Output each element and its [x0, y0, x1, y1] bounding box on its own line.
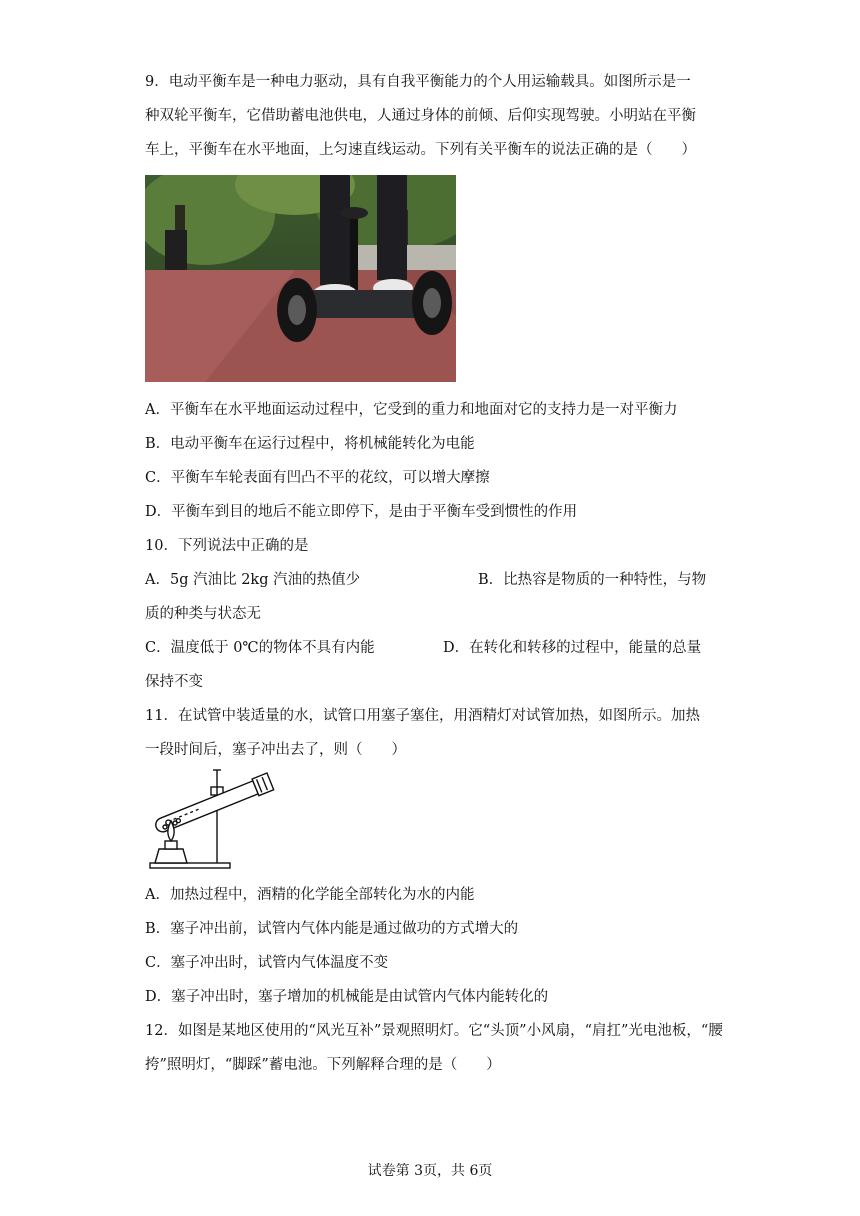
- q10-option-d: D．在转化和转移的过程中，能量的总量: [443, 640, 702, 656]
- q9-option-b: B．电动平衡车在运行过程中，将机械能转化为电能: [145, 436, 475, 452]
- q10-option-d-continued: 保持不变: [145, 674, 203, 690]
- q9-option-a: A．平衡车在水平地面运动过程中，它受到的重力和地面对它的支持力是一对平衡力: [145, 402, 678, 418]
- q11-option-b: B．塞子冲出前，试管内气体内能是通过做功的方式增大的: [145, 921, 519, 937]
- q9-stem-line-1: 9．电动平衡车是一种电力驱动，具有自我平衡能力的个人用运输载具。如图所示是一: [145, 74, 691, 90]
- q11-stem-line-1: 11．在试管中装适量的水，试管口用塞子塞住，用酒精灯对试管加热，如图所示。加热: [145, 708, 700, 724]
- q9-option-c: C．平衡车车轮表面有凹凸不平的花纹，可以增大摩擦: [145, 470, 490, 486]
- q9-stem-line-2: 种双轮平衡车，它借助蓄电池供电，人通过身体的前倾、后仰实现驾驶。小明站在平衡: [145, 108, 696, 124]
- q9-stem-line-3: 车上，平衡车在水平地面，上匀速直线运动。下列有关平衡车的说法正确的是（ ）: [145, 142, 696, 158]
- q11-stem-line-2: 一段时间后，塞子冲出去了，则（ ）: [145, 742, 406, 758]
- q10-option-a: A．5g 汽油比 2kg 汽油的热值少: [145, 572, 361, 588]
- q9-option-d: D．平衡车到目的地后不能立即停下，是由于平衡车受到惯性的作用: [145, 504, 578, 520]
- page-footer: 试卷第 3页，共 6页: [367, 1163, 493, 1179]
- q10-stem: 10．下列说法中正确的是: [145, 538, 309, 554]
- q12-stem-line-1: 12．如图是某地区使用的“风光互补”景观照明灯。它“头顶”小风扇，“肩扛”光电池板，“腰: [145, 1023, 723, 1039]
- q11-option-c: C．塞子冲出时，试管内气体温度不变: [145, 955, 389, 971]
- q12-stem-line-2: 挎”照明灯，“脚踩”蓄电池。下列解释合理的是（ ）: [145, 1057, 501, 1073]
- balance-scooter-photo: [145, 175, 456, 382]
- q10-option-b-continued: 质的种类与状态无: [145, 606, 261, 622]
- test-tube-heating-diagram: [145, 765, 285, 872]
- q11-option-d: D．塞子冲出时，塞子增加的机械能是由试管内气体内能转化的: [145, 989, 549, 1005]
- q11-option-a: A．加热过程中，酒精的化学能全部转化为水的内能: [145, 887, 475, 903]
- q10-option-c: C．温度低于 0℃的物体不具有内能: [145, 640, 375, 656]
- q10-option-b: B．比热容是物质的一种特性，与物: [478, 572, 707, 588]
